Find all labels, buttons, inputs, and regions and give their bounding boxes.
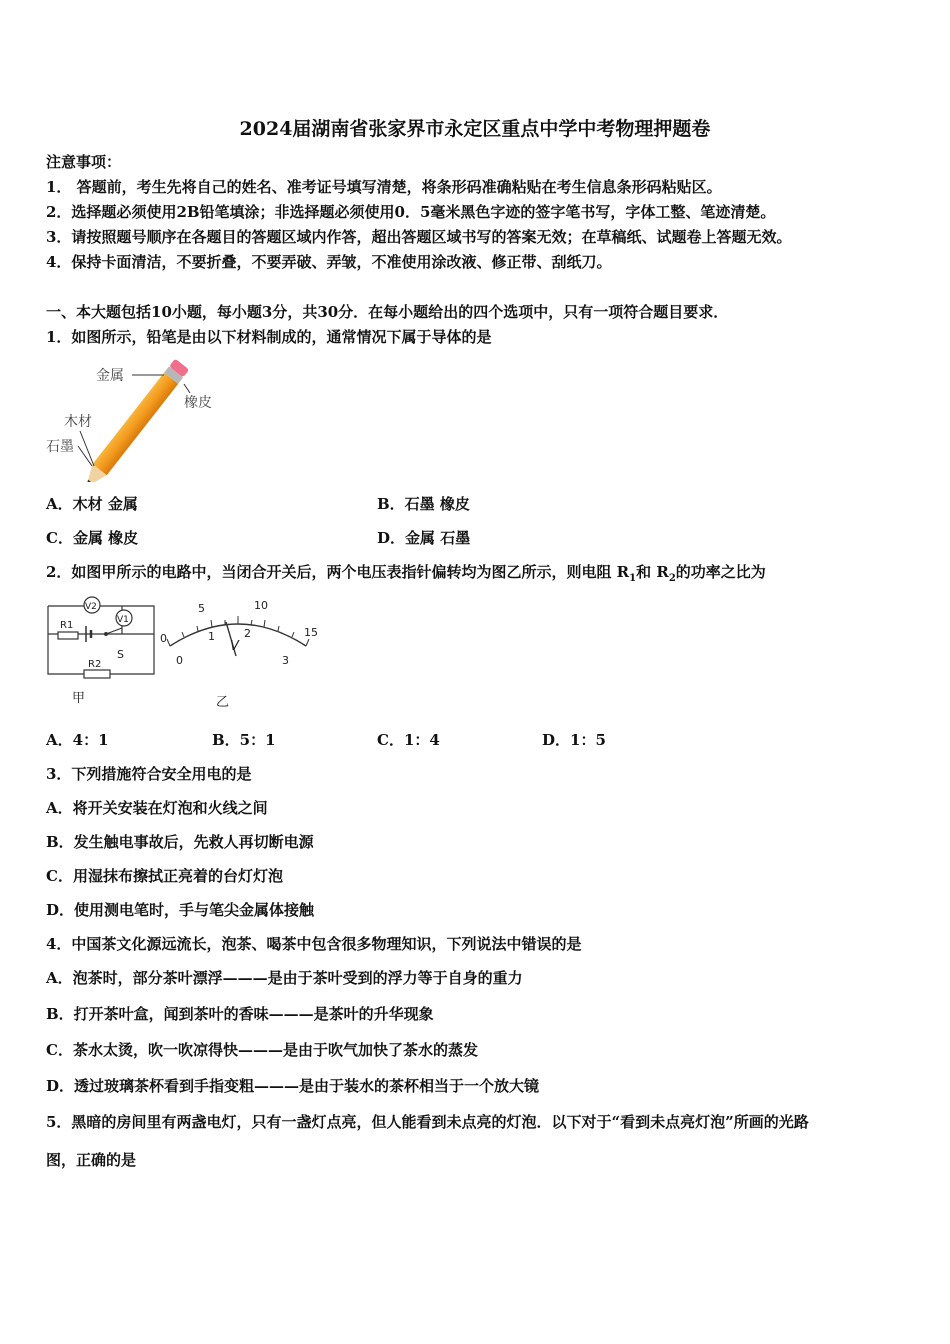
question-4-stem: 4．中国茶文化源远流长，泡茶、喝茶中包含很多物理知识，下列说法中错误的是 — [46, 935, 582, 953]
label-s: S — [117, 648, 124, 661]
q3-option-a: A．将开关安装在灯泡和火线之间 — [46, 799, 268, 817]
tick-top-5: 5 — [198, 602, 205, 615]
notice-item-2: 2．选择题必须使用2B铅笔填涂；非选择题必须使用0．5毫米黑色字迹的签字笔书写，字体工整、笔迹清楚。 — [46, 203, 776, 221]
notice-item-3: 3．请按照题号顺序在各题目的答题区域内作答，超出答题区域书写的答案无效；在草稿纸、试题卷上答题无效。 — [46, 228, 792, 246]
question-1-stem: 1．如图所示，铅笔是由以下材料制成的，通常情况下属于导体的是 — [46, 328, 492, 346]
tick-top-15: 15 — [304, 626, 318, 639]
tick-bottom-0: 0 — [176, 654, 183, 667]
q4-option-c: C．茶水太烫，吹一吹凉得快———是由于吹气加快了茶水的蒸发 — [46, 1041, 478, 1059]
q4-option-d: D．透过玻璃茶杯看到手指变粗———是由于装水的茶杯相当于一个放大镜 — [46, 1077, 540, 1095]
resistor-r1 — [58, 632, 78, 639]
q2-option-c: C．1：4 — [377, 731, 440, 749]
pencil-figure — [44, 356, 224, 482]
label-graphite: 石墨 — [46, 439, 74, 455]
label-r1: R1 — [60, 620, 74, 631]
notice-item-4: 4．保持卡面清洁，不要折叠，不要弄破、弄皱，不准使用涂改液、修正带、刮纸刀。 — [46, 253, 612, 271]
label-v2: V2 — [85, 602, 97, 612]
tick-bottom-2: 2 — [244, 627, 251, 640]
tick-top-10: 10 — [254, 599, 268, 612]
tick-bottom-3: 3 — [282, 654, 289, 667]
pencil-body — [93, 373, 179, 475]
q1-option-a: A．木材 金属 — [46, 495, 138, 513]
q2-option-a: A．4：1 — [46, 731, 109, 749]
notice-item-1: 1． 答题前，考生先将自己的姓名、准考证号填写清楚，将条形码准确粘贴在考生信息条形码粘贴区。 — [46, 178, 722, 196]
q2-option-d: D．1：5 — [542, 731, 606, 749]
q1-option-d: D．金属 石墨 — [377, 529, 471, 547]
label-r2: R2 — [88, 659, 102, 670]
q4-option-a: A．泡茶时，部分茶叶漂浮———是由于茶叶受到的浮力等于自身的重力 — [46, 969, 523, 987]
label-v1: V1 — [117, 615, 129, 625]
q2-option-b: B．5：1 — [212, 731, 276, 749]
q4-option-b: B．打开茶叶盒，闻到茶叶的香味———是茶叶的升华现象 — [46, 1005, 434, 1023]
label-wood: 木材 — [64, 414, 92, 430]
q3-option-b: B．发生触电事故后，先救人再切断电源 — [46, 833, 314, 851]
caption-jia: 甲 — [72, 691, 86, 706]
tick-zero-top: 0 — [160, 632, 167, 645]
q3-option-d: D．使用测电笔时，手与笔尖金属体接触 — [46, 901, 315, 919]
unit-v: V — [230, 639, 239, 654]
question-3-stem: 3．下列措施符合安全用电的是 — [46, 765, 252, 783]
voltmeter-dial — [158, 592, 318, 708]
question-5-stem-line2: 图，正确的是 — [46, 1151, 137, 1169]
page-title: 2024届湖南省张家界市永定区重点中学中考物理押题卷 — [239, 118, 711, 140]
label-metal: 金属 — [96, 368, 124, 384]
question-2-stem: 2．如图甲所示的电路中，当闭合开关后，两个电压表指针偏转均为图乙所示，则电阻 $R_1$和 $R_2$的功率之比为 — [46, 563, 766, 584]
section-1-heading: 一、本大题包括10小题，每小题3分，共30分．在每小题给出的四个选项中，只有一项符合题目要求． — [46, 303, 729, 321]
notice-heading: 注意事项： — [46, 153, 122, 171]
label-eraser: 橡皮 — [184, 395, 212, 411]
q1-option-c: C．金属 橡皮 — [46, 529, 139, 547]
resistor-r2 — [84, 670, 110, 678]
q1-option-b: B．石墨 橡皮 — [377, 495, 470, 513]
q3-option-c: C．用湿抹布擦拭正亮着的台灯灯泡 — [46, 867, 283, 885]
caption-yi: 乙 — [216, 695, 230, 708]
circuit-diagram — [44, 592, 160, 708]
tick-bottom-1: 1 — [208, 630, 215, 643]
question-5-stem-line1: 5．黑暗的房间里有两盏电灯，只有一盏灯点亮，但人能看到未点亮的灯泡．以下对于“看到未点亮灯泡”所画的光路 — [46, 1113, 809, 1131]
